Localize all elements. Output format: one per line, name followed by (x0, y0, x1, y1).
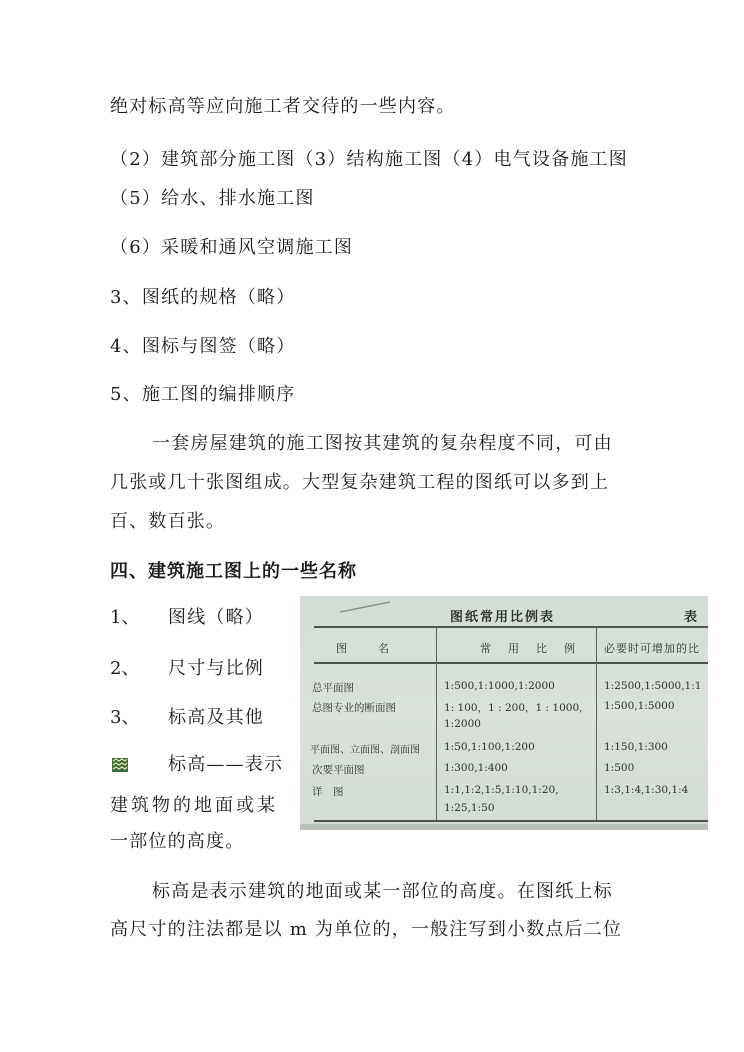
list-drawings-5: （5）给水、排水施工图 (110, 188, 315, 209)
row1-extra: 1:2500,1:5000,1:1 (604, 680, 702, 692)
row2-common-cont: 1:2000 (444, 718, 481, 730)
row2-extra: 1:500,1:5000 (604, 700, 675, 712)
item-2-text: 尺寸与比例 (168, 658, 264, 679)
item-1-text: 图线（略） (168, 607, 264, 628)
row2-common: 1: 100，1 : 200，1 : 1000, (444, 702, 583, 714)
paragraph-order-line2: 几张或几十张图组成。大型复杂建筑工程的图纸可以多到上 (110, 472, 610, 493)
paragraph-order-line3: 百、数百张。 (110, 511, 226, 532)
row5-name: 详 图 (312, 786, 344, 798)
table-top-rule (314, 626, 708, 628)
elevation-def-line2: 建筑物的地面或某 (110, 795, 278, 816)
item-2-number: 2、 (110, 658, 140, 679)
section-3-title: 3、图纸的规格（略） (110, 287, 296, 308)
photo-bottom-edge (300, 824, 708, 830)
list-drawings-6: （6）采暖和通风空调施工图 (110, 237, 354, 258)
row4-extra: 1:500 (604, 762, 635, 774)
row4-name: 次要平面图 (312, 764, 365, 776)
row3-common: 1:50,1:100,1:200 (444, 741, 535, 753)
row1-name: 总平面图 (312, 682, 354, 694)
row5-common-cont: 1:25,1:50 (444, 802, 495, 814)
row3-name: 平面图、立面图、剖面图 (310, 745, 420, 756)
paragraph-elevation-line1: 标高是表示建筑的地面或某一部位的高度。在图纸上标 (152, 881, 613, 902)
row3-extra: 1:150,1:300 (604, 741, 668, 753)
section-4-title: 4、图标与图签（略） (110, 336, 296, 357)
header-common-scale: 常 用 比 例 (480, 642, 578, 655)
paragraph-intro-end: 绝对标高等应向施工者交待的一些内容。 (110, 96, 456, 117)
list-drawings-2-4: （2）建筑部分施工图（3）结构施工图（4）电气设备施工图 (110, 149, 628, 170)
row4-common: 1:300,1:400 (444, 762, 508, 774)
table-col-divider-1 (436, 626, 437, 820)
item-3-number: 3、 (110, 707, 140, 728)
section-5-title: 5、施工图的编排顺序 (110, 384, 296, 405)
paragraph-elevation-line2: 高尺寸的注法都是以 m 为单位的，一般注写到小数点后二位 (110, 919, 623, 940)
row2-name: 总图专业的断面图 (312, 702, 396, 714)
header-name: 图 名 (336, 642, 392, 655)
table-col-divider-2 (596, 626, 597, 820)
item-3-text: 标高及其他 (168, 707, 264, 728)
section-heading-names: 四、建筑施工图上的一些名称 (110, 561, 357, 582)
scale-table-tag: 表 (684, 610, 698, 625)
scale-table-title: 图纸常用比例表 (450, 610, 556, 625)
row5-extra: 1:3,1:4,1:30,1:4 (604, 784, 689, 796)
paragraph-order-line1: 一套房屋建筑的施工图按其建筑的复杂程度不同，可由 (152, 433, 613, 454)
table-bottom-rule (314, 820, 708, 822)
elevation-def-line3: 一部位的高度。 (110, 831, 245, 852)
elevation-symbol-icon (112, 758, 128, 772)
elevation-def-line1: 标高——表示 (168, 754, 284, 775)
header-extra-scale: 必要时可增加的比 (604, 642, 700, 655)
table-header-rule (314, 662, 708, 664)
row5-common: 1:1,1:2,1:5,1:10,1:20, (444, 784, 559, 796)
row1-common: 1:500,1:1000,1:2000 (444, 680, 555, 692)
scale-table-photo (300, 596, 708, 830)
item-1-number: 1、 (110, 607, 140, 628)
